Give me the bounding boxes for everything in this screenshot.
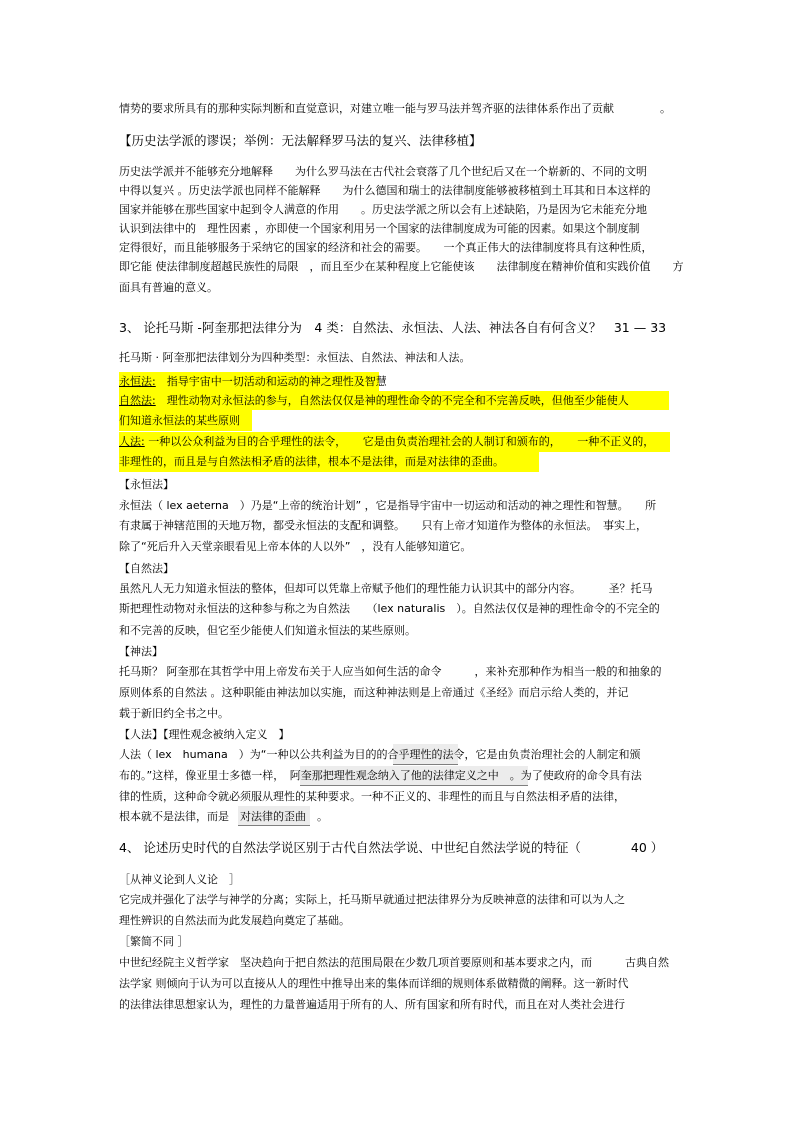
text-line (119, 746, 640, 764)
term-label: 自然法: (119, 394, 156, 407)
section-tag: 【永恒法】 (119, 478, 174, 491)
definition-text: 理性动物对永恒法的参与，自然法仅仅是神的理性命令的不完全和不完善反映，但他至少能使人 (155, 394, 629, 407)
emphasis-segment: 阿奎那把理性观念纳入了他的法律定义之中 (289, 769, 499, 782)
text-line: 斯把理性动物对永恒法的这种参与称之为自然法 （lex naturalis ）。自然法仅仅是神的理性命令的不完全的 (119, 602, 660, 615)
text-line: 载于新旧约全书之中。 (119, 707, 229, 720)
definition-line (119, 392, 629, 410)
section-tag: 【人法】【理性观念被纳入定义 】 (119, 728, 290, 741)
section-tag: 【自然法】 (119, 562, 174, 575)
definition-line (119, 433, 654, 451)
definition-line (119, 373, 387, 391)
section-tag: ［繁简不同 ］ (119, 935, 189, 948)
text-line: 它完成并强化了法学与神学的分离；实际上，托马斯早就通过把法律界分为反映神意的法律和可以为人之 (119, 893, 625, 906)
text-line: 托马斯 · 阿奎那把法律划分为四种类型：永恒法、自然法、神法和人法。 (119, 351, 471, 364)
text-segment: 根本就不是法律，而是 (119, 810, 240, 823)
text-line: 定得很好，而且能够服务于采纳它的国家的经济和社会的需要。 一个真正伟大的法律制度将具有这种性质， (119, 241, 653, 254)
text-segment: 布的。”这样，像亚里士多德一样， (119, 769, 290, 782)
question-heading: 4、 论述历史时代的自然法学说区别于古代自然法学说、中世纪自然法学说的特征（ 40 ） (119, 840, 664, 855)
text-line: 中世纪经院主义哲学家 坚决趋向于把自然法的范围局限在少数几项首要原则和基本要求之内，而 古典自然 (119, 956, 669, 969)
section-tag: ［从神义论到人义论 ］ (119, 873, 240, 886)
definition-text: 指导宇宙中一切活动和运动的神之理性及智慧 (155, 375, 387, 388)
text-segment: 。 (306, 810, 328, 823)
text-line: 原则体系的自然法 。这种职能由神法加以实施，而这种神法则是上帝通过《圣经》而启示给人类的，并记 (119, 686, 629, 699)
text-line: 认识到法律中的 理性因素 ，亦即使一个国家利用另一个国家的法律制度成为可能的因素。如果这个制度制 (119, 222, 640, 235)
text-line: 非理性的，而且是与自然法相矛盾的法律，根本不是法律，而是对法律的歪曲。 (119, 455, 504, 468)
text-segment: 。为了使政府的命令具有法 (498, 769, 642, 782)
definition-text: 一种以公众利益为目的合乎理性的法令， 它是由负责治理社会的人制订和颁布的， 一种不正义的， (144, 435, 655, 448)
text-line: 托马斯？ 阿奎那在其哲学中用上帝发布关于人应当如何生活的命令 ，来补充那种作为相当一般的和抽象的 (119, 665, 662, 678)
text-line: 历史法学派并不能够充分地解释 为什么罗马法在古代社会衰落了几个世纪后又在一个崭新的、不同的文明 (119, 165, 647, 178)
text-segment: 人法（ lex humana ）为“一种以公共利益为目的的合乎 (119, 748, 410, 761)
section-subheading: 【历史法学派的谬误；举例：无法解释罗马法的复兴、法律移植】 (119, 133, 482, 148)
text-line: 即它能 使法律制度超越民族性的局限 ，而且至少在某种程度上它能使该 法律制度在精神价值和实践价值 方 (119, 260, 684, 273)
text-line: 和不完善的反映，但它至少能使人们知道永恒法的某些原则。 (119, 624, 416, 637)
text-line: 虽然凡人无力知道永恒法的整体，但却可以凭靠上帝赋予他们的理性能力认识其中的部分内容。 圣？托马 (119, 582, 653, 595)
emphasis-segment: 理性的法令 (409, 748, 465, 761)
text-segment: ，它是由负责治理社会的人制定和颁 (464, 748, 641, 761)
question-heading: 3、 论托马斯 -阿奎那把法律分为 4 类：自然法、永恒法、人法、神法各自有何含义？ 31 — 33 (119, 320, 667, 335)
text-line (119, 808, 328, 826)
text-line: 们知道永恒法的某些原则 (119, 414, 240, 427)
text-line: 中得以复兴 。历史法学派也同样不能解释 为什么德国和瑞士的法律制度能够被移植到土耳其和日本这样的 (119, 184, 651, 197)
text-line: 理性辨识的自然法而为此发展趋向奠定了基础。 (119, 914, 350, 927)
text-line: 国家并能够在那些国家中起到令人满意的作用 。历史法学派之所以会有上述缺陷，乃是因为它未能充分地 (119, 203, 647, 216)
emphasis-segment: 对法律的歪曲 (240, 810, 306, 823)
text-line: 律的性质，这种命令就必须服从理性的某种要求。一种不正义的、非理性的而且与自然法相矛盾的法律， (119, 790, 625, 803)
term-label: 永恒法: (119, 375, 156, 388)
text-line: 法学家 则倾向于认为可以直接从人的理性中推导出来的集体而详细的规则体系做精微的阐释。这一新时代 (119, 977, 629, 990)
text-line: 。 (660, 102, 671, 115)
term-label: 人法: (119, 435, 145, 448)
text-line: 永恒法（ lex aeterna ）乃是“上帝的统治计划” ，它是指导宇宙中一切运动和活动的神之理性和智慧。 所 (119, 499, 657, 512)
text-line: 有隶属于神辖范围的天地万物，都受永恒法的支配和调整。 只有上帝才知道作为整体的永恒法。 事实上， (119, 519, 647, 532)
text-line: 的法律法律思想家认为，理性的力量普遍适用于所有的人、所有国家和所有时代，而且在对人类社会进行 (119, 998, 625, 1011)
text-line: 情势的要求所具有的那种实际判断和直觉意识，对建立唯一能与罗马法并驾齐驱的法律体系作出了贡献 (119, 102, 614, 115)
section-tag: 【神法】 (119, 645, 163, 658)
text-line (119, 767, 642, 785)
text-line: 除了“死后升入天堂亲眼看见上帝本体的人以外” ，没有人能够知道它。 (119, 540, 472, 553)
text-line: 面具有普遍的意义。 (119, 281, 218, 294)
